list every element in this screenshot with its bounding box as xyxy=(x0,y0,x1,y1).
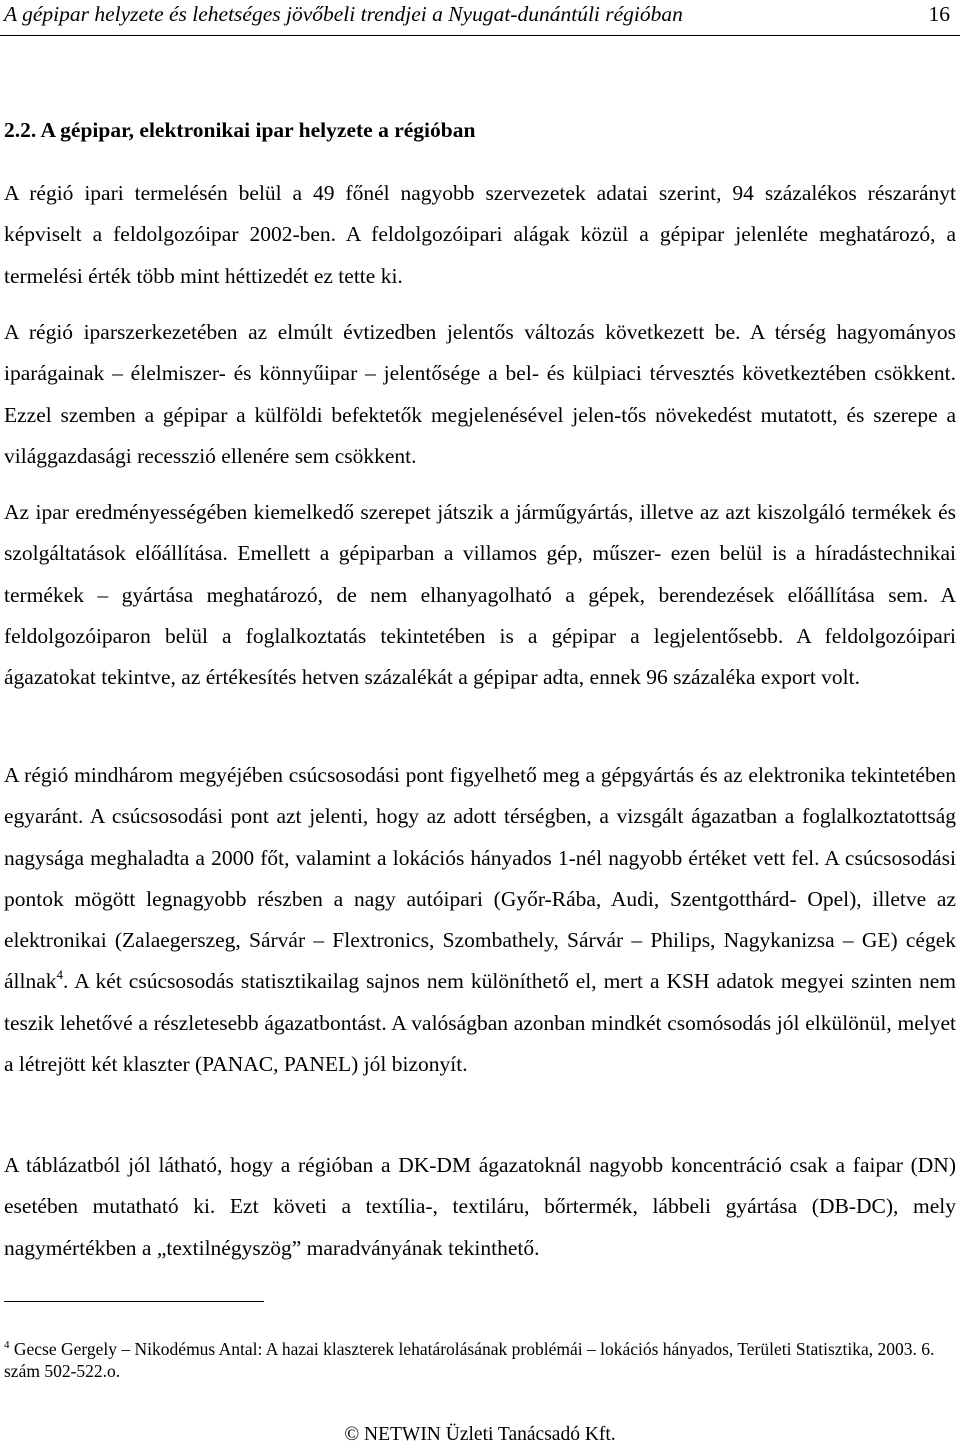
section-title: 2.2. A gépipar, elektronikai ipar helyzete a régióban xyxy=(4,118,476,142)
page-number: 16 xyxy=(928,2,950,26)
page-footer: © NETWIN Üzleti Tanácsadó Kft. xyxy=(344,1424,616,1445)
paragraph-peak-points xyxy=(4,755,956,1085)
footnote-reference[interactable]: 4 xyxy=(56,967,64,983)
footnote-mark: 4 xyxy=(4,1339,10,1351)
running-header xyxy=(0,0,960,36)
paragraph-table-summary: A táblázatból jól látható, hogy a régióban a DK-DM ágazatoknál nagyobb koncentráció csak a faipar (DN) esetében mutatható ki. Ezt követi a textília-, textiláru, bőrtermék, lábbeli gyártása (DB-DC), mely nagymértékben a „textilnégyszög” maradványának tekinthető. xyxy=(4,1153,956,1260)
paragraph-industry-structure: A régió iparszerkezetében az elmúlt évtizedben jelentős változás következett be. A térség hagyományos iparágainak – élelmiszer- és könnyűipar – jelentősége a bel- és külpiaci térvesztés következtében csökkent. Ezzel szemben a gépipar a külföldi befektetők megjelenésével jelen-tős növekedést mutatott, és szerepe a világgazdasági recesszió ellenére sem csökkent. xyxy=(4,320,956,468)
footnote xyxy=(4,1334,956,1382)
footnote-text: Gecse Gergely – Nikodémus Antal: A hazai klaszterek lehatárolásának problémái – lokációs hányados, Területi Statisztika, 2003. 6. szám 502-522.o. xyxy=(4,1339,935,1381)
header-title: A gépipar helyzete és lehetséges jövőbeli trendjei a Nyugat-dunántúli régióban xyxy=(4,2,683,26)
paragraph-vehicle-manufacturing: Az ipar eredményességében kiemelkedő szerepet játszik a járműgyártás, illetve az azt kiszolgáló termékek és szolgáltatások előállítása. Emellett a gépiparban a villamos gép, műszer- ezen belül is a híradástechnikai termékek – gyártása meghatározó, de nem elhanyagolható a gépek, berendezések előállítása sem. A feldolgozóiparon belül a foglalkoztatás tekintetében is a gépipar a legjelentősebb. A feldolgozóipari ágazatokat tekintve, az értékesítés hetven százalékát a gépipar adta, ennek 96 százaléka export volt. xyxy=(4,500,956,690)
paragraph-industrial-production: A régió ipari termelésén belül a 49 főnél nagyobb szervezetek adatai szerint, 94 százalékos részarányt képviselt a feldolgozóipar 2002-ben. A feldolgozóipari alágak közül a gépipar jelenléte meghatározó, a termelési érték több mint héttizedét ez tette ki. xyxy=(4,181,956,288)
paragraph-peak-points-part1: A régió mindhárom megyéjében csúcsosodási pont figyelhető meg a gépgyártás és az elektronika tekintetében egyaránt. A csúcsosodási pont azt jelenti, hogy az adott térségben, a vizsgált ágazatban a foglalkoztatottság nagysága meghaladta a 2000 főt, valamint a lokációs hányados 1-nél nagyobb értéket vett fel. A csúcsosodási pontok mögött legnagyobb részben a nagy autóipari (Győr-Rába, Audi, Szentgotthárd- Opel), illetve az elektronikai (Zalaegerszeg, Sárvár – Flextronics, Szombathely, Sárvár – Philips, Nagykanizsa – GE) cégek állnak xyxy=(4,763,956,994)
footnote-divider xyxy=(4,1301,264,1302)
paragraph-peak-points-part2: . A két csúcsosodás statisztikailag sajnos nem különíthető el, mert a KSH adatok megyei szinten nem teszik lehetővé a részletesebb ágazatbontást. A valóságban azonban mindkét csomósodás jól elkülönül, melyet a létrejött két klaszter (PANAC, PANEL) jól bizonyít. xyxy=(4,969,956,1077)
